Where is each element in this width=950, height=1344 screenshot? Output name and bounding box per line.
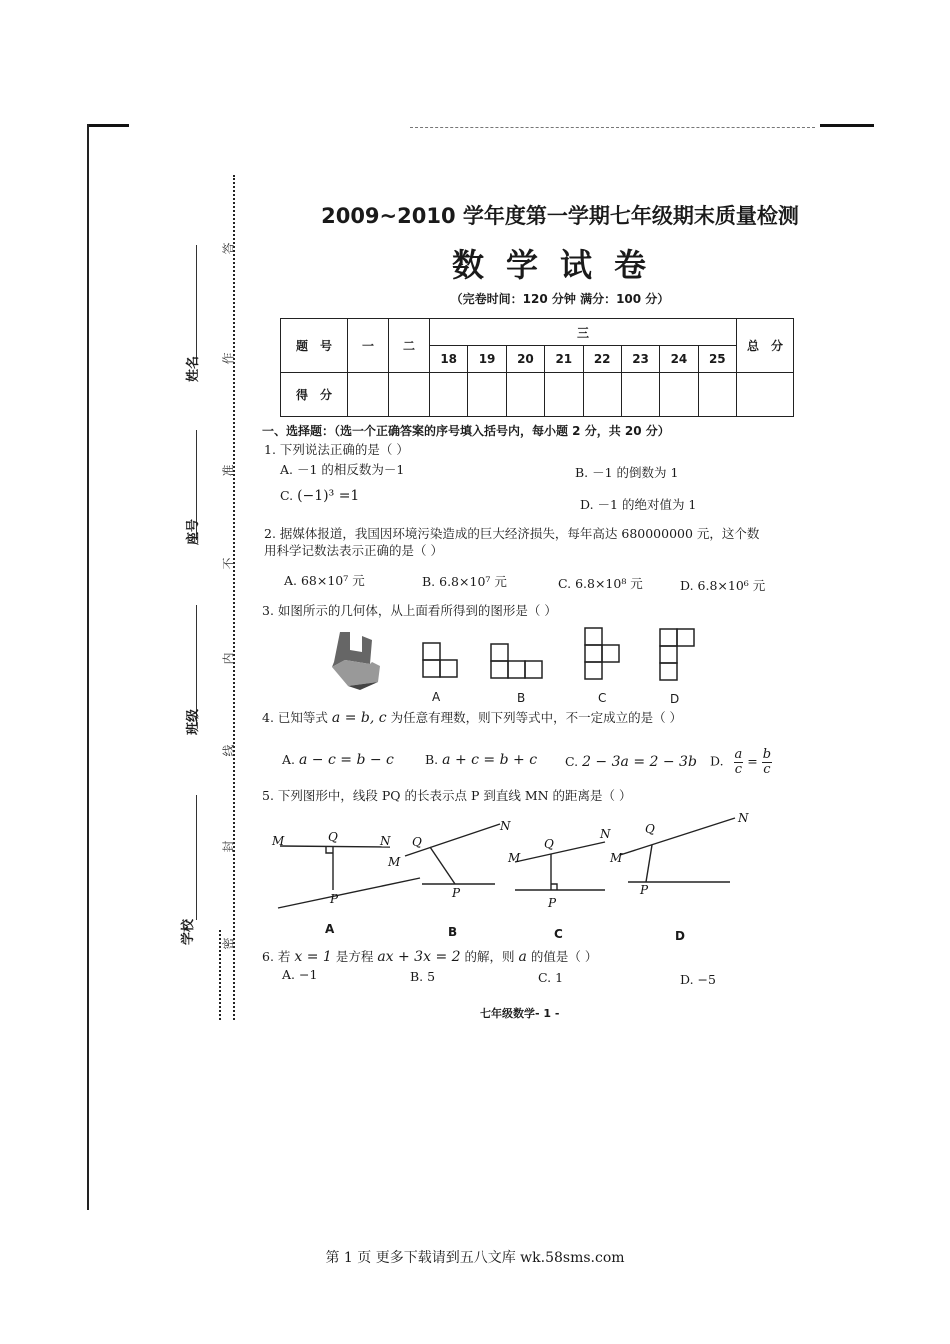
- question-number: 25: [698, 346, 736, 373]
- name-label: 姓名: [186, 355, 201, 382]
- q4-option-b: [425, 752, 537, 768]
- class-fill-line: [196, 605, 197, 725]
- q1-option-a: A. －1 的相反数为－1: [280, 462, 405, 477]
- scan-border-top-right: [820, 124, 874, 127]
- q5-d-line-mn: [620, 818, 735, 855]
- score-row-header: 得 分: [281, 373, 348, 417]
- q4-stem-math: a = b, c: [331, 710, 387, 726]
- question-number: 23: [621, 346, 659, 373]
- q4-stem-prefix: 4. 已知等式: [262, 710, 328, 725]
- q5-c-line-mn: [515, 842, 605, 862]
- q3-solid-figure: [332, 632, 380, 690]
- q5-d-label-m: M: [610, 851, 623, 865]
- q5-label-d: D: [675, 929, 685, 943]
- q2-option-a: A. 68×10⁷ 元: [284, 573, 365, 588]
- q1-option-c-math: (−1)³ =1: [297, 488, 360, 504]
- q6-stem-mid2: 的解，则: [464, 949, 515, 964]
- q5-b-segment-pq: [430, 847, 455, 884]
- page-number-footer: 七年级数学- 1 -: [480, 1007, 560, 1020]
- q4-stem-suffix: 为任意有理数，则下列等式中，不一定成立的是（ ）: [390, 710, 683, 725]
- q5-label-b: B: [448, 925, 458, 939]
- q3-figures: [320, 622, 720, 697]
- q5-label-c: C: [554, 927, 563, 941]
- q5-c-label-p: P: [548, 896, 557, 910]
- q2-stem-line1: 2. 据媒体报道，我国因环境污染造成的巨大经济损失，每年高达 680000000 元，这个数: [264, 526, 760, 541]
- q5-label-a: A: [325, 922, 335, 936]
- q6-stem-mid: 是方程: [335, 949, 374, 964]
- score-cell: [660, 373, 698, 417]
- q1-option-c-prefix: C.: [280, 488, 294, 503]
- q4-option-d-den-right: c: [763, 761, 771, 777]
- q3-option-d-figure: [660, 629, 694, 680]
- q5-b-label-p: P: [452, 886, 461, 900]
- section-two-header: 二: [389, 319, 430, 373]
- binding-dotted-line: [233, 175, 235, 1020]
- q1-stem: 1. 下列说法正确的是（ ）: [264, 442, 409, 457]
- q6-option-d: D. −5: [680, 972, 716, 987]
- scan-border-left: [87, 124, 89, 1210]
- q5-a-label-n: N: [380, 834, 391, 848]
- q5-d-segment-pq: [646, 845, 652, 882]
- score-cell: [430, 373, 468, 417]
- q3-option-b-figure: [491, 644, 542, 678]
- class-label: 班级: [186, 708, 201, 735]
- q3-label-d: D: [670, 692, 680, 706]
- q6-option-a: A. −1: [282, 967, 318, 982]
- q2-option-c: C. 6.8×10⁸ 元: [558, 576, 643, 591]
- q6-stem-suffix: 的值是（ ）: [530, 949, 598, 964]
- section-one-heading: 一、选择题：（选一个正确答案的序号填入括号内，每小题 2 分，共 20 分）: [262, 424, 670, 438]
- scan-dashed-edge: [410, 127, 815, 128]
- score-cell: [389, 373, 430, 417]
- q5-d-label-n: N: [738, 811, 749, 825]
- q5-a-line-mn: [280, 846, 390, 847]
- q4-option-d-prefix: D.: [710, 753, 724, 769]
- q5-figures: [260, 810, 780, 920]
- q4-option-a-prefix: A.: [282, 752, 296, 767]
- section-one-header: 一: [348, 319, 389, 373]
- q6-stem-math3: a: [518, 949, 527, 965]
- q4-option-b-math: a + c = b + c: [442, 752, 538, 768]
- binding-char: 准: [221, 464, 236, 477]
- name-fill-line: [196, 245, 197, 365]
- score-table: [280, 318, 794, 417]
- score-cell: [468, 373, 506, 417]
- q4-option-a: [282, 752, 394, 768]
- binding-char: 密: [221, 937, 236, 950]
- question-number: 20: [506, 346, 544, 373]
- q5-c-label-q: Q: [544, 837, 554, 851]
- score-cell: [621, 373, 659, 417]
- q3-label-c: C: [598, 691, 607, 705]
- school-fill-line: [196, 795, 197, 920]
- score-cell: [698, 373, 736, 417]
- score-cell: [737, 373, 794, 417]
- q4-option-c-math: 2 − 3a = 2 − 3b: [582, 754, 697, 770]
- q5-b-label-m: M: [388, 855, 401, 869]
- q1-option-c: [280, 488, 359, 504]
- question-number: 21: [545, 346, 583, 373]
- q5-a-label-q: Q: [328, 830, 338, 844]
- q3-label-a: A: [432, 690, 441, 704]
- binding-char: 线: [221, 744, 236, 757]
- section-three-header: 三: [430, 319, 737, 346]
- total-header: 总 分: [737, 319, 794, 373]
- q6-stem: [262, 947, 597, 965]
- q3-option-a-figure: [423, 643, 457, 677]
- subject-title: 数学试卷: [451, 246, 668, 284]
- binding-char: 答: [221, 242, 236, 255]
- q5-a-label-m: M: [272, 834, 285, 848]
- q4-stem: [262, 708, 682, 726]
- q5-a-label-p: P: [330, 892, 339, 906]
- q2-option-d: D. 6.8×10⁶ 元: [680, 578, 766, 593]
- score-cell: [348, 373, 389, 417]
- q4-option-c: [565, 754, 697, 770]
- school-label: 学校: [181, 918, 196, 945]
- question-number-header: 题 号: [281, 319, 348, 373]
- q3-option-c-figure: [585, 628, 619, 679]
- q4-option-d-num-left: a: [734, 747, 743, 762]
- q5-c-label-m: M: [508, 851, 521, 865]
- q6-option-b: B. 5: [410, 969, 436, 984]
- q4-option-b-prefix: B.: [425, 752, 439, 767]
- q1-option-b: B. －1 的倒数为 1: [575, 465, 679, 480]
- scan-border-top-left: [87, 124, 129, 127]
- score-cell: [545, 373, 583, 417]
- q4-option-d-den-left: c: [734, 761, 743, 777]
- q3-stem: 3. 如图所示的几何体，从上面看所得到的图形是（ ）: [262, 603, 557, 618]
- q6-stem-math1: x = 1: [294, 949, 332, 965]
- exam-title: 2009~2010 学年度第一学期七年级期末质量检测: [321, 204, 799, 228]
- q3-label-b: B: [517, 691, 526, 705]
- question-number: 18: [430, 346, 468, 373]
- q1-option-d: D. －1 的绝对值为 1: [580, 497, 697, 512]
- q6-option-c: C. 1: [538, 970, 564, 985]
- download-footer: 第 1 页 更多下载请到五八文库 wk.58sms.com: [325, 1250, 625, 1266]
- binding-char: 作: [221, 352, 236, 365]
- q5-b-label-q: Q: [412, 835, 422, 849]
- q5-a-line: [278, 878, 420, 908]
- exam-meta: （完卷时间：120 分钟 满分：100 分）: [450, 292, 670, 306]
- q4-option-d-num-right: b: [762, 747, 772, 762]
- q5-d-label-p: P: [640, 883, 649, 897]
- question-number: 22: [583, 346, 621, 373]
- q2-option-b: B. 6.8×10⁷ 元: [422, 574, 507, 589]
- binding-char: 不: [221, 557, 236, 570]
- q4-option-a-math: a − c = b − c: [299, 752, 394, 768]
- score-cell: [583, 373, 621, 417]
- score-cell: [506, 373, 544, 417]
- q2-stem-line2: 用科学记数法表示正确的是（ ）: [264, 543, 443, 558]
- seat-label: 座号: [186, 518, 201, 545]
- q6-stem-math2: ax + 3x = 2: [377, 949, 461, 965]
- binding-char: 封: [221, 840, 236, 853]
- question-number: 24: [660, 346, 698, 373]
- q6-stem-prefix: 6. 若: [262, 949, 291, 964]
- binding-char: 内: [221, 652, 236, 665]
- q4-option-d: D. $\frac{a}{c}$ = $\frac{b}{c}$: [710, 747, 772, 777]
- q5-b-label-n: N: [500, 819, 511, 833]
- q5-c-label-n: N: [600, 827, 611, 841]
- question-number: 19: [468, 346, 506, 373]
- q5-a-right-angle-mark: [326, 847, 333, 853]
- q5-d-label-q: Q: [645, 822, 655, 836]
- q4-option-c-prefix: C.: [565, 754, 579, 769]
- q5-stem: 5. 下列图形中，线段 PQ 的长表示点 P 到直线 MN 的距离是（ ）: [262, 788, 632, 803]
- q5-c-right-angle-mark: [551, 884, 557, 890]
